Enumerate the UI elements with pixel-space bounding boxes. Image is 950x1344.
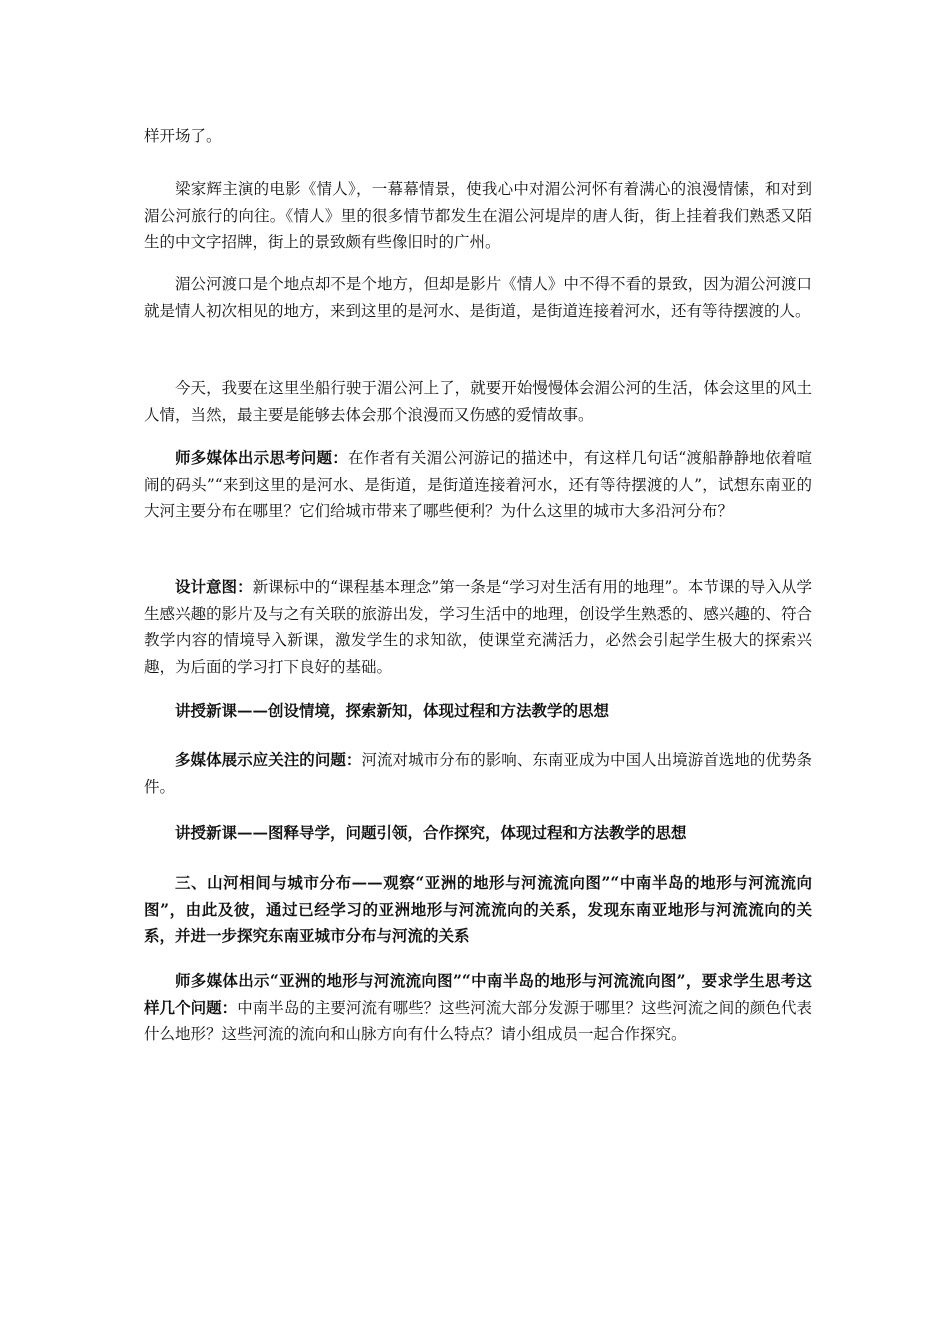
paragraph-ferry [144,271,812,324]
heading-text: 讲授新课——图释导学，问题引领，合作探究，体现过程和方法教学的思想 [175,823,687,842]
paragraph-lead: 师多媒体出示思考问题： [175,448,348,467]
paragraph-today [144,375,812,428]
paragraph-text: 在作者有关湄公河游记的描述中，有这样几句话“渡船静静地依着喧闹的码头”“来到这里的是河水、是街道，是街道连接着河水，还有等待摆渡的人”，试想东南亚的大河主要分布在哪里？它们给城市带来了哪些便利？为什么这里的城市大多沿河分布？ [144,449,812,520]
paragraph-continuation [144,123,812,150]
heading-text: 三、山河相间与城市分布——观察“亚洲的地形与河流流向图”“中南半岛的地形与河流流向图”，由此及彼，通过已经学习的亚洲地形与河流流向的关系，发现东南亚地形与河流流向的关系，并进一步探究东南亚城市分布与河流的关系 [144,873,812,945]
paragraph-group-inquiry [144,968,812,1048]
paragraph-design-intent [144,574,812,680]
heading-section-three [144,870,812,950]
heading-new-lesson-2 [144,820,812,847]
paragraph-lead: 师多媒体出示“亚洲的地形与河流流向图”“中南半岛的地形与河流流向图”，要求学生思考这样几个问题： [144,971,812,1017]
paragraph-lead: 多媒体展示应关注的问题： [175,750,362,769]
paragraph-multimedia-focus [144,747,812,800]
paragraph-lead: 设计意图： [175,577,253,596]
paragraph-text: 中南半岛的主要河流有哪些？这些河流大部分发源于哪里？这些河流之间的颜色代表什么地形？这些河流的流向和山脉方向有什么特点？请小组成员一起合作探究。 [144,998,812,1043]
paragraph-film-lover [144,176,812,256]
heading-text: 讲授新课——创设情境，探索新知，体现过程和方法教学的思想 [175,701,610,720]
paragraph-text: 今天，我要在这里坐船行驶于湄公河上了，就要开始慢慢体会湄公河的生活，体会这里的风土人情，当然，最主要是能够去体会那个浪漫而又伤感的爱情故事。 [144,379,812,424]
paragraph-text: 样开场了。 [144,127,222,145]
paragraph-text: 梁家辉主演的电影《情人》，一幕幕情景，使我心中对湄公河怀有着满心的浪漫情愫，和对到湄公河旅行的向往。《情人》里的很多情节都发生在湄公河堤岸的唐人街，街上挂着我们熟悉又陌生的中文字招牌，街上的景致颇有些像旧时的广州。 [144,180,812,251]
paragraph-text: 湄公河渡口是个地点却不是个地方，但却是影片《情人》中不得不看的景致，因为湄公河渡口就是情人初次相见的地方，来到这里的是河水、是街道，是街道连接着河水，还有等待摆渡的人。 [144,275,812,320]
paragraph-text: 河流对城市分布的影响、东南亚成为中国人出境游首选地的优势条件。 [144,751,812,796]
heading-new-lesson-1 [144,698,812,725]
paragraph-thinking-question [144,445,812,525]
paragraph-text: 新课标中的“课程基本理念”第一条是“学习对生活有用的地理”。本节课的导入从学生感兴趣的影片及与之有关联的旅游出发，学习生活中的地理，创设学生熟悉的、感兴趣的、符合教学内容的情境导入新课，激发学生的求知欲，使课堂充满活力，必然会引起学生极大的探索兴趣，为后面的学习打下良好的基础。 [144,578,812,676]
